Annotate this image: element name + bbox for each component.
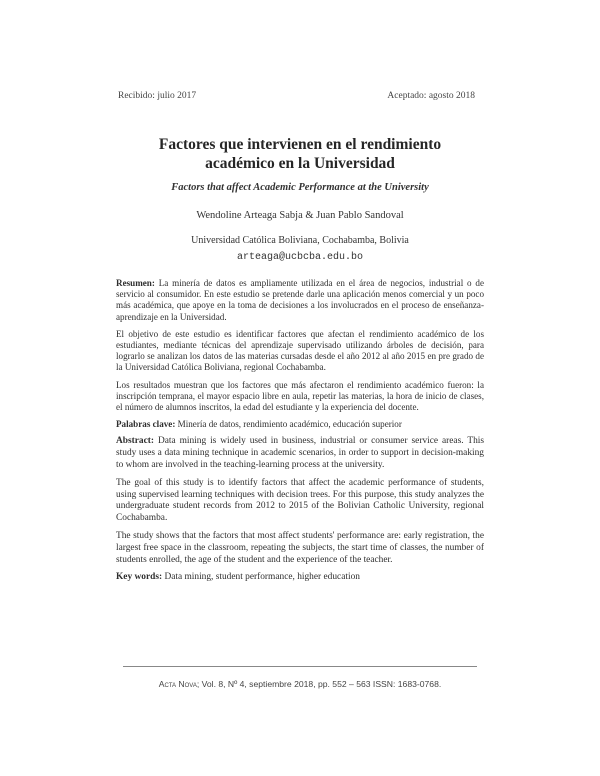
resumen-paragraph-1 — [116, 278, 484, 323]
keywords-label: Key words: — [116, 572, 163, 583]
paper-title-line-1: Factores que intervienen en el rendimiento — [158, 136, 442, 153]
abstract-paragraph-3: The study shows that the factors that most affect students' performance are: early registration, the largest free space in the classroom, repeating the subjects, the start time of classes, the number of students enrolled, the age of the student and the experience of the teacher. — [116, 531, 484, 565]
palabras-clave-label: Palabras clave: — [116, 419, 176, 430]
footer-divider — [123, 666, 477, 667]
resumen-text-1: La minería de datos es ampliamente utilizada en el área de negocios, industrial o de servicio al consumidor. En este estudio se pretende darle una aplicación menos comercial y un poco más académica, que apoye en la toma de decisiones a los involucrados en el proceso de enseñanza-aprendizaje en la Universidad. — [116, 278, 484, 322]
journal-name: Acta Nova — [158, 679, 197, 689]
resumen-paragraph-3: Los resultados muestran que los factores que más afectaron el rendimiento académico fueron: la inscripción temprana, el mayor espacio libre en aula, repetir las materias, la hora de inicio de clases, el número de alumnos inscritos, la edad del estudiante y la experiencia del docente. — [116, 379, 484, 413]
abstract-paragraph-1 — [116, 436, 484, 471]
abstract-paragraph-2: The goal of this study is to identify factors that affect the academic performance of students, using supervised learning techniques with decision trees. For this purpose, this study analyzes the undergraduate student records from 2012 to 2015 of the Bolivian Catholic University, regional Cochabamba. — [116, 477, 484, 524]
palabras-clave-text: Minería de datos, rendimiento académico, educación superior — [177, 419, 402, 430]
keywords-text: Data mining, student performance, higher education — [164, 572, 360, 583]
palabras-clave — [116, 419, 484, 430]
abstract-label: Abstract: — [116, 436, 155, 447]
keywords — [116, 572, 484, 584]
abstract-body — [116, 278, 484, 590]
resumen-paragraph-2: El objetivo de este estudio es identificar factores que afectan el rendimiento académico de los estudiantes, mediante técnicas del aprendizaje supervisado utilizando árboles de decisión, para lograrlo se analizan los datos de las materias cursadas desde el año 2012 al año 2015 en pre grado de la Universidad Católica Boliviana, regional Cochabamba. — [116, 328, 484, 373]
abstract-text-1: Data mining is widely used in business, industrial or consumer service areas. This study uses a data mining technique in academic scenarios, in order to support in decision-making to whom are involved in the teaching-learning process at the university. — [116, 436, 485, 471]
authors: Wendoline Arteaga Sabja & Juan Pablo Sandoval — [196, 210, 404, 221]
author-email: arteaga@ucbcba.edu.bo — [236, 252, 364, 263]
footer-citation — [0, 679, 600, 689]
accepted-date: Aceptado: agosto 2018 — [387, 91, 475, 101]
received-date: Recibido: julio 2017 — [118, 91, 197, 101]
paper-title — [0, 135, 600, 173]
resumen-label: Resumen: — [116, 278, 155, 288]
english-title: Factors that affect Academic Performance at the University — [171, 182, 429, 193]
paper-title-line-2: académico en la Universidad — [205, 155, 395, 172]
citation-details: ; Vol. 8, Nº 4, septiembre 2018, pp. 552 – 563 ISSN: 1683-0768. — [196, 679, 442, 689]
affiliation: Universidad Católica Boliviana, Cochabamba, Bolivia — [191, 235, 409, 246]
